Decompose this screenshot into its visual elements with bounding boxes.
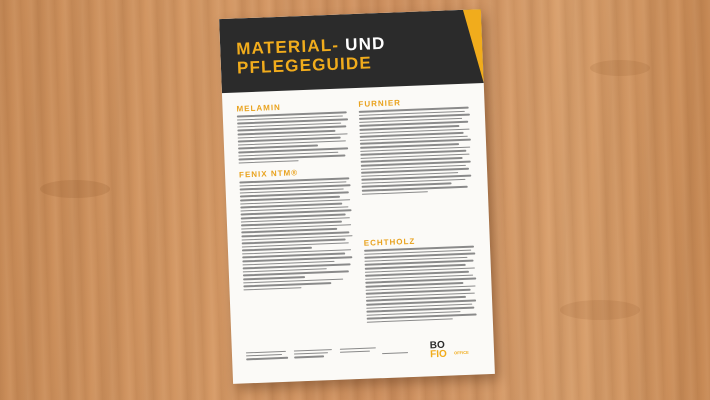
logo-line-1: BO	[429, 339, 445, 352]
footer-contact-col2	[294, 349, 334, 358]
wood-knot	[560, 300, 640, 320]
wood-knot	[590, 60, 650, 76]
title-part-2: UND	[344, 33, 386, 55]
section-melamin: MELAMIN	[236, 102, 282, 114]
wood-knot	[40, 180, 110, 198]
footer-contact-col3	[340, 347, 380, 353]
melamin-text	[237, 111, 351, 164]
fenix-text	[239, 177, 355, 291]
section-echtholz: ECHTHOLZ	[363, 236, 416, 248]
bofio-logo	[429, 339, 469, 361]
furnier-text	[359, 107, 474, 195]
title-line-2: PFLEGEGUIDE	[236, 53, 373, 78]
logo-sub: OFFICE	[453, 349, 469, 356]
footer-note	[382, 352, 412, 354]
echtholz-text	[364, 245, 479, 323]
care-guide-sheet	[219, 9, 495, 384]
title-part-1: MATERIAL-	[235, 35, 340, 59]
footer-contact-col1	[246, 351, 290, 360]
header-accent	[463, 9, 484, 84]
section-fenix: FENIX NTM®	[238, 168, 299, 180]
section-furnier: FURNIER	[358, 98, 402, 109]
logo-line-2: FIO	[429, 348, 448, 361]
